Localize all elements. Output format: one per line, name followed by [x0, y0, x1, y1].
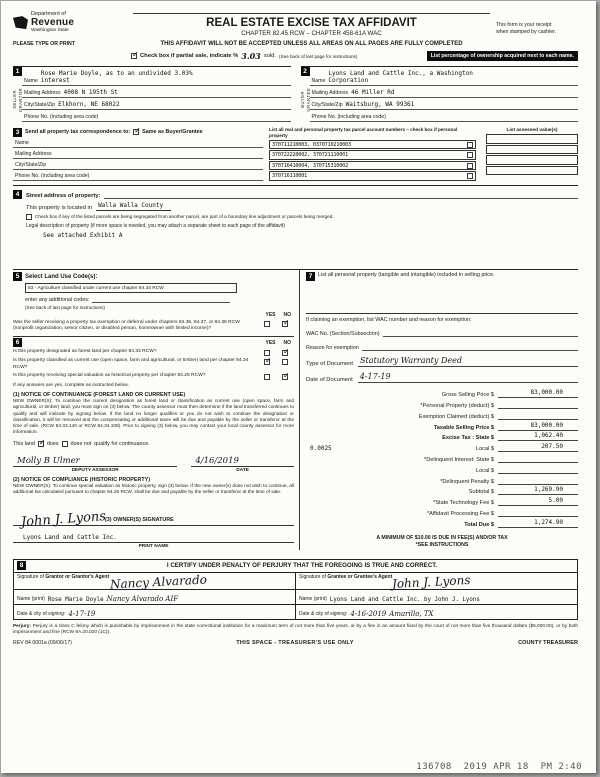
deputy-signature-row	[13, 455, 294, 473]
warning-line: THIS AFFIDAVIT WILL NOT BE ACCEPTED UNLESS ALL AREAS ON ALL PAGES ARE FULLY COMPLETED	[160, 41, 463, 47]
section-1-number: 1	[13, 67, 22, 76]
taxable-selling-price-value[interactable]: 83,000.00	[498, 422, 578, 431]
grantor-printed-name-cell[interactable]	[14, 590, 295, 604]
date-city-label: Date & city of signing:	[17, 611, 66, 618]
section-4-number: 4	[13, 190, 22, 199]
document-type-label: Type of Document	[306, 361, 354, 368]
deputy-date-value: 4/16/2019	[195, 455, 239, 466]
grantee-signing-city: Amarillo, TX	[389, 609, 434, 618]
section-7	[299, 270, 578, 549]
does-not-label: does not	[70, 440, 92, 447]
seller-name-field	[22, 67, 291, 86]
treasurer-use-label: THIS SPACE - TREASURER'S USE ONLY	[236, 640, 354, 647]
exemption-reason-label: Reason for exemption	[306, 345, 359, 352]
grantor-signing-date: 4-17-19	[68, 609, 96, 618]
additional-codes-label: enter any additional codes:	[25, 297, 90, 304]
partial-sale-label: Check box if partial sale, indicate %	[140, 53, 239, 60]
parties-row	[13, 66, 578, 122]
yes-header: YES	[265, 339, 276, 346]
local-rate-value: 0.0025	[310, 445, 332, 453]
total-due-row: Total Due $ 1,274.90	[306, 517, 578, 528]
notice-compliance-body: NEW OWNER(S): To continue special valuation as historic property, sign (3) below. If the new owner(s) does not wish to continue, all additional tax calculated pursuant to chapter 84.26 RCW, shall be due and payable by the seller or transferor at the time of sale.	[13, 483, 294, 495]
yes-header: YES	[265, 311, 276, 318]
grantor-role-label: Grantor or Grantor's Agent	[45, 573, 110, 580]
personal-property-checkbox[interactable]	[467, 142, 473, 148]
parcel-number-value[interactable]: 370716410004, 370715310002	[272, 162, 349, 169]
name-label: Name	[311, 78, 326, 85]
historic-question-row	[13, 373, 294, 380]
exemption-reason-field[interactable]	[362, 343, 578, 351]
delinquent-interest-state-row: *Delinquent Interest: State $	[306, 452, 578, 463]
subtotal-value[interactable]: 1,269.90	[498, 486, 578, 495]
seller-name-value[interactable]: Rose Marie Doyle, as to an undivided 3.03% interest	[40, 70, 193, 85]
taxable-selling-price-row: Taxable Selling Price $ 83,000.00	[306, 420, 578, 431]
excise-tax-local-value[interactable]: 207.50	[498, 443, 578, 452]
correspondence-citystatezip-field[interactable]	[13, 159, 263, 170]
money-table	[306, 387, 578, 527]
qualify-row	[13, 441, 294, 447]
document-date-label: Date of Document	[306, 377, 353, 384]
name-label: Name	[15, 140, 29, 147]
seller-mailing-value[interactable]: 4008 N 195th St	[63, 89, 118, 97]
buyer-citystatezip-value[interactable]: Waitsburg, WA 99361	[345, 101, 415, 109]
current-use-yes-checkbox[interactable]	[264, 359, 270, 365]
historic-yes-checkbox[interactable]	[264, 374, 270, 380]
delinquent-interest-local-row: Local $	[306, 463, 578, 474]
personal-property-label: List all personal property (tangible and intangible) included in selling price.	[318, 272, 495, 279]
excise-tax-local-row: 0.0025 Local $ 207.50	[306, 441, 578, 452]
gross-selling-price-row: Gross Selling Price $ 83,000.00	[306, 387, 578, 398]
seller-section	[13, 66, 291, 122]
street-address-field[interactable]	[104, 191, 578, 199]
correspondence-phone-field[interactable]	[13, 170, 263, 181]
same-as-buyer-checkbox[interactable]	[133, 129, 139, 135]
exemption-no-checkbox[interactable]	[282, 321, 288, 327]
grantor-date-city-cell[interactable]	[14, 605, 295, 619]
please-type-label: PLEASE TYPE OR PRINT	[13, 41, 75, 48]
personal-property-checkbox[interactable]	[467, 152, 473, 158]
parcel-row	[269, 171, 476, 181]
historic-no-checkbox[interactable]	[282, 374, 288, 380]
signature-of-label: Signature of	[299, 573, 326, 580]
owner-signature: John J. Lyons	[20, 509, 107, 531]
no-header: NO	[283, 339, 291, 346]
forest-no-checkbox[interactable]	[282, 350, 288, 356]
personal-property-checkbox[interactable]	[467, 173, 473, 179]
minimum-fee-note: A MINIMUM OF $10.00 IS DUE IN FEE(S) AND/OR TAX *SEE INSTRUCTIONS	[376, 534, 508, 549]
assessed-value-cell[interactable]	[486, 145, 578, 155]
phone-label: Phone No. (including area code)	[24, 114, 99, 121]
wac-number-field[interactable]	[383, 329, 579, 337]
current-use-no-checkbox[interactable]	[282, 359, 288, 365]
citystatezip-label: City/State/Zip	[311, 102, 343, 109]
see-back-note: (See back of last page for instructions)	[25, 305, 105, 311]
document-type-value[interactable]: Statutory Warranty Deed	[358, 356, 578, 367]
parcel-number-value[interactable]: 370711210003, 0370710210003	[272, 141, 351, 148]
legal-description-label: Legal description of property (if more space is needed, you may attach a separate sheet to each page of the affidavit)	[26, 223, 285, 230]
parcel-row	[269, 161, 476, 171]
owner-signature-title: (3) OWNER(S) SIGNATURE	[105, 517, 174, 524]
qualify-pre-label: This land	[13, 440, 35, 447]
located-in-label: This property is located in	[26, 205, 93, 212]
notice-compliance-title: (2) NOTICE OF COMPLIANCE (HISTORIC PROPERTY)	[13, 476, 151, 483]
does-qualify-checkbox[interactable]	[38, 441, 44, 447]
exemption-question-row	[13, 320, 294, 333]
send-correspondence-label: Send all property tax correspondence to:	[25, 129, 131, 136]
grantee-signature-cell[interactable]	[295, 573, 577, 589]
grantee-date-city-cell[interactable]	[295, 605, 577, 619]
wac-number-label: WAC No. (Section/Subsection)	[306, 331, 380, 338]
receipt-note	[490, 10, 578, 47]
exemption-claimed-value[interactable]	[498, 411, 578, 420]
correspondence-mailing-field[interactable]	[13, 148, 263, 159]
seller-citystatezip-value[interactable]: Elkhorn, NE 68022	[58, 101, 120, 109]
notice-continuance-body: NEW OWNER(S): To continue the current designation as forest land or classification as current use (open space, farm and agricultural, or timber) land, you must sign on (3) below. The county assessor must then determine if the land transferred continues to qualify and will indicate by signing below. If the land no longer qualifies or you do not wish to continue the designation or classification, it will be removed and the compensating or additional taxes will be due and payable by the seller or transferor at the time of sale. (RCW 84.33.140 or RCW 84.34.108). Prior to signing (3) below, you may contact your local county assessor for more information.	[13, 399, 294, 436]
partial-sale-row	[131, 51, 578, 61]
state-technology-fee-row: *State Technology Fee $ 5.00	[306, 495, 578, 506]
does-label: does	[46, 440, 59, 447]
exemption-claimed-row: Exemption Claimed (deduct) $	[306, 409, 578, 420]
ownership-percentage-bar: List percentage of ownership acquired next to each name.	[427, 51, 578, 61]
personal-property-checkbox[interactable]	[467, 163, 473, 169]
chapter-line: CHAPTER 82.45 RCW – CHAPTER 458-61A WAC	[241, 30, 382, 37]
grantee-printed-name-cell[interactable]	[295, 590, 577, 604]
buyer-label: BUYER	[299, 91, 305, 109]
perjury-title: Perjury:	[13, 623, 31, 629]
dor-logo-text	[31, 12, 74, 33]
additional-codes-field[interactable]	[92, 295, 230, 303]
parcel-row	[269, 150, 476, 160]
partial-sale-percent-value[interactable]: 3.03	[241, 51, 261, 62]
grantee-role-label: Grantee or Grantee's Agent	[327, 573, 393, 580]
partial-sale-checkbox[interactable]	[131, 53, 137, 59]
section-3	[13, 127, 578, 181]
grantee-printed-name: Lyons Land and Cattle Inc. by John J. Lyons	[329, 596, 480, 603]
section-8	[13, 559, 578, 620]
assessed-value-header: List assessed value(s)	[506, 128, 558, 134]
state-technology-fee-value[interactable]: 5.00	[498, 497, 578, 506]
seller-mailing-field	[22, 86, 291, 98]
print-name-value: Lyons Land and Cattle Inc.	[23, 534, 117, 542]
buyer-citystatezip-field	[310, 98, 579, 110]
forest-land-question: Is this property designated as forest land per chapter 84.33 RCW?	[13, 349, 157, 355]
form-header	[13, 10, 578, 47]
personal-property-deduct-value[interactable]	[498, 400, 578, 409]
name-label: Name	[24, 78, 38, 85]
correspondence-name-field[interactable]	[13, 137, 263, 148]
form-title: REAL ESTATE EXCISE TAX AFFIDAVIT	[206, 17, 417, 29]
exemption-question: Was the seller receiving a property tax exemption or deferral under chapters 84.36, 84.37, or 84.38 RCW (nonprofit organization, senior citizen, or disabled person, homeowner with limited income)?	[13, 319, 240, 331]
delinquent-penalty-row: *Delinquent Penalty $	[306, 474, 578, 485]
parcel-header: List all real and personal property tax parcel account numbers – check box if personal property	[269, 127, 458, 139]
section-3-number: 3	[13, 128, 22, 137]
gross-selling-price-value[interactable]: 83,000.00	[498, 389, 578, 398]
assessed-value-column	[486, 127, 578, 180]
parcel-number-value[interactable]: 370716110001	[272, 173, 308, 180]
county-value[interactable]: Walla Walla County	[96, 202, 171, 211]
buyer-section	[301, 66, 579, 122]
delinquent-interest-local-value[interactable]	[498, 465, 578, 474]
grantee-label: GRANTEE	[305, 88, 311, 112]
form-revision-number: REV 84 0001a (09/06/17)	[13, 640, 72, 647]
grantee-signature: John J. Lyons	[391, 572, 471, 591]
personal-property-deduct-row: *Personal Property (deduct) $	[306, 398, 578, 409]
no-header: NO	[283, 311, 291, 318]
dept-line3: Washington State	[31, 27, 69, 33]
owner-signature-line[interactable]	[13, 502, 294, 531]
name-print-label: Name (print)	[299, 596, 327, 603]
seller-citystatezip-field	[22, 98, 291, 110]
buyer-name-field	[310, 67, 579, 86]
dept-line2: Revenue	[31, 16, 75, 28]
grantor-printed-name: Rose Marie Doyle	[47, 596, 104, 603]
seller-phone-field[interactable]	[22, 110, 291, 122]
affidavit-processing-fee-value[interactable]	[498, 508, 578, 517]
excise-tax-state-row: Excise Tax : State $ 1,062.40	[306, 431, 578, 442]
forest-land-question-row	[13, 349, 294, 356]
grantor-signature: Nancy Alvarado	[109, 572, 208, 592]
notice-continuance-title: (1) NOTICE OF CONTINUANCE (FOREST LAND OR CURRENT USE)	[13, 392, 186, 399]
section-6	[13, 336, 294, 549]
exemption-claim-label: If claiming an exemption, list WAC number and reason for exemption:	[306, 313, 578, 323]
delinquent-penalty-value[interactable]	[498, 476, 578, 485]
parcel-number-column	[269, 127, 476, 180]
deputy-signature-line[interactable]	[13, 455, 177, 467]
mid-columns	[13, 269, 578, 549]
title-block	[133, 10, 490, 47]
section-4	[13, 185, 578, 239]
mailing-label: Mailing Address	[24, 90, 61, 97]
land-use-code-value[interactable]: 83 - Agriculture classified under current use chapter 84.34 RCW	[25, 283, 237, 293]
date-city-label: Date & city of signing:	[299, 611, 348, 618]
segregated-label: Check box if any of the listed parcels are being segregated from another parcel, are part of a boundary line adjustment or parcels being merged.	[35, 214, 334, 220]
affidavit-page	[1, 1, 596, 773]
current-use-question-row	[13, 358, 294, 371]
buyer-mailing-value[interactable]: 46 Miller Rd	[351, 89, 395, 97]
dept-line1: Department of	[31, 11, 66, 17]
header-rule	[133, 13, 490, 14]
segregated-checkbox[interactable]	[26, 214, 32, 220]
grantor-signature-cell[interactable]	[14, 572, 295, 592]
buyer-phone-field[interactable]	[310, 110, 579, 122]
print-name-label: PRINT NAME	[138, 544, 169, 550]
mailing-label: Mailing Address	[15, 151, 52, 158]
deputy-date-line[interactable]	[191, 455, 294, 467]
receipt-line2: when stamped by cashier.	[496, 29, 556, 36]
section-7-number: 7	[306, 272, 315, 281]
section-2-number: 2	[301, 67, 310, 76]
section-6-number: 6	[13, 338, 22, 347]
buyer-name-value[interactable]: Lyons Land and Cattle Inc., a Washington Corporation	[328, 70, 473, 85]
print-name-line[interactable]	[13, 528, 294, 543]
signature-of-label: Signature of	[17, 573, 44, 580]
section-8-number: 8	[17, 561, 26, 570]
exemption-yes-checkbox[interactable]	[264, 321, 270, 327]
citystatezip-label: City/State/Zip	[15, 162, 47, 169]
partial-sale-suffix: sold.	[263, 53, 276, 60]
deputy-assessor-label: DEPUTY ASSESSOR	[71, 467, 119, 473]
subtotal-row: Subtotal $ 1,269.90	[306, 485, 578, 496]
land-use-title: Select Land Use Code(s):	[25, 273, 98, 280]
deputy-assessor-signature: Molly B Ulmer	[17, 455, 80, 466]
assessed-value-cell[interactable]	[486, 166, 578, 176]
excise-tax-state-value[interactable]: 1,062.40	[498, 432, 578, 441]
qualify-post-label: qualify for continuance.	[94, 440, 150, 447]
seller-label: SELLER	[12, 90, 17, 110]
citystatezip-label: City/State/Zip	[24, 102, 56, 109]
perjury-text: Perjury is a class C felony which is punishable by imprisonment in the state correctional institution for a maximum term of not more than five years, or by a fine in an amount fixed by the court of not more than five thousand dollars ($5,000.00), or by both imprisonment and fine (RCW 9A.20.020 (1C)).	[13, 623, 578, 636]
dor-flag-icon	[13, 16, 28, 29]
perjury-note	[13, 624, 578, 637]
historic-question: Is this property receiving special valuation as historical property per chapter 84.26 RCW?	[13, 373, 206, 379]
grantee-signing-date: 4-16-2019	[350, 609, 387, 618]
parcel-number-value[interactable]: 370722220002, 370721110001	[272, 152, 349, 159]
footer-row	[13, 640, 578, 646]
certify-statement: I CERTIFY UNDER PENALTY OF PERJURY THAT THE FOREGOING IS TRUE AND CORRECT.	[166, 562, 438, 570]
phone-label: Phone No. (including area code)	[15, 173, 90, 180]
assessed-value-cell[interactable]	[486, 155, 578, 165]
personal-property-blank-area[interactable]	[306, 281, 578, 313]
same-as-buyer-label: Same as Buyer/Grantee	[142, 129, 203, 136]
total-due-value[interactable]: 1,274.90	[498, 519, 578, 528]
grantor-agent-handwritten-name: Nancy Alvarado AIF	[106, 594, 179, 603]
phone-label: Phone No. (including area code)	[311, 114, 386, 121]
section-5-number: 5	[13, 272, 22, 281]
does-not-qualify-checkbox[interactable]	[62, 441, 68, 447]
grantor-label: GRANTOR	[18, 87, 23, 112]
assessed-value-cell[interactable]	[486, 134, 578, 144]
if-yes-note: If any answers are yes, complete as instructed below.	[13, 383, 129, 389]
affidavit-processing-fee-row: *Affidavit Processing Fee $	[306, 506, 578, 517]
date-label: DATE	[236, 467, 249, 473]
name-print-label: Name (print)	[17, 596, 45, 603]
cashier-receipt-stamp: 136708 2019 APR 18 PM 2:40	[416, 762, 582, 772]
buyer-mailing-field	[310, 86, 579, 98]
street-address-label: Street address of property:	[26, 193, 101, 200]
dor-logo	[13, 10, 133, 47]
receipt-line1: This form is your receipt	[496, 22, 552, 28]
document-date-value[interactable]: 4-17-19	[358, 372, 578, 383]
current-use-question: Is this property classified as current use (open space, farm and agricultural, or timber) land per chapter 84.34 RCW?	[13, 358, 249, 370]
section-5	[13, 272, 294, 332]
legal-description-value[interactable]: See attached Exhibit A	[43, 232, 123, 240]
parcel-row	[269, 140, 476, 150]
county-treasurer-label: COUNTY TREASURER	[518, 640, 578, 647]
mailing-label: Mailing Address	[311, 90, 349, 97]
see-back-note: (See back of last page for instructions)	[279, 53, 358, 59]
delinquent-interest-state-value[interactable]	[498, 454, 578, 463]
